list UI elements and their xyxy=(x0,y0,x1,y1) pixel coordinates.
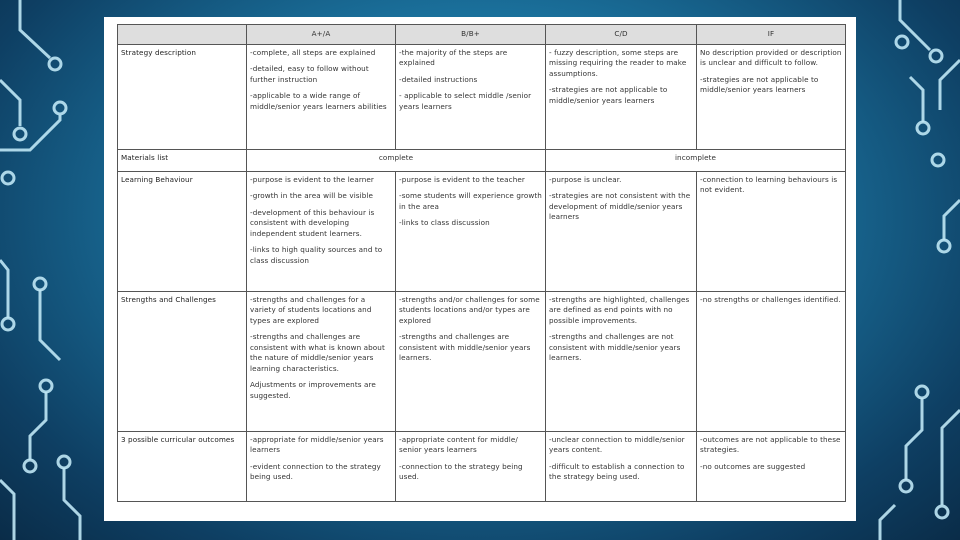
cell xyxy=(697,45,846,150)
cell-text: -strategies are not applicable to middle/senior years learners xyxy=(549,85,668,105)
cell-text: -appropriate for middle/senior years learners xyxy=(250,435,384,455)
table-row xyxy=(118,150,846,172)
cell xyxy=(247,45,396,150)
cell xyxy=(396,432,546,502)
cell xyxy=(247,292,396,432)
cell-text: -the majority of the steps are explained xyxy=(399,48,508,68)
cell-text: -purpose is evident to the learner xyxy=(250,175,374,184)
cell xyxy=(697,432,846,502)
cell xyxy=(396,172,546,292)
cell-text: -no outcomes are suggested xyxy=(700,461,806,471)
cell xyxy=(546,292,697,432)
cell-text: -applicable to a wide range of middle/senior years learners abilities xyxy=(250,91,387,111)
cell-text: -strengths and challenges are consistent with middle/senior years learners. xyxy=(399,332,531,363)
cell-text: -strengths are highlighted, challenges are defined as end points with no possible improvements. xyxy=(549,295,690,325)
cell xyxy=(396,45,546,150)
cell xyxy=(247,172,396,292)
cell xyxy=(546,432,697,502)
cell-text: -development of this behaviour is consistent with developing independent student learners. xyxy=(250,207,375,238)
cell-text: Adjustments or improvements are suggested. xyxy=(250,380,376,400)
cell-text: -outcomes are not applicable to these strategies. xyxy=(700,435,841,455)
cell-text: -some students will experience growth in the area xyxy=(399,191,542,211)
cell-text: -difficult to establish a connection to the strategy being used. xyxy=(549,461,685,482)
cell xyxy=(396,292,546,432)
cell-text: -strengths and challenges are not consistent with middle/senior years learners. xyxy=(549,332,681,363)
header-corner xyxy=(118,25,247,45)
criterion-curricular-outcomes: 3 possible curricular outcomes xyxy=(118,432,247,502)
cell-text: -detailed instructions xyxy=(399,74,478,84)
criterion-strategy-description: Strategy description xyxy=(118,45,247,150)
cell-text: -unclear connection to middle/senior years content. xyxy=(549,435,685,455)
criterion-learning-behaviour: Learning Behaviour xyxy=(118,172,247,292)
cell-text: -purpose is unclear. xyxy=(549,175,622,184)
table-row xyxy=(118,432,846,502)
cell-text: -links to class discussion xyxy=(399,218,490,228)
cell-text: - fuzzy description, some steps are missing requiring the reader to make assumptions. xyxy=(549,48,687,78)
cell-text: -strengths and challenges for a variety of students locations and types are explored xyxy=(250,295,372,325)
cell-text: -connection to the strategy being used. xyxy=(399,461,523,482)
cell-text: -strategies are not applicable to middle/senior years learners xyxy=(700,74,819,95)
header-row xyxy=(118,25,846,45)
cell xyxy=(546,172,697,292)
cell-text: -strengths and/or challenges for some students locations and/or types are explored xyxy=(399,295,540,325)
cell-text: -evident connection to the strategy being used. xyxy=(250,461,381,482)
header-a: A+/A xyxy=(247,25,396,45)
cell-text: -appropriate content for middle/ senior years learners xyxy=(399,435,518,455)
cell-text: No description provided or description is unclear and difficult to follow. xyxy=(700,48,842,68)
criterion-materials-list: Materials list xyxy=(118,150,247,172)
header-cd: C/D xyxy=(546,25,697,45)
cell-text: -connection to learning behaviours is not evident. xyxy=(700,175,838,195)
cell-text: -detailed, easy to follow without further instruction xyxy=(250,64,369,84)
header-b: B/B+ xyxy=(396,25,546,45)
cell-text: -purpose is evident to the teacher xyxy=(399,175,525,184)
cell xyxy=(697,292,846,432)
materials-complete: complete xyxy=(247,150,546,172)
rubric-table xyxy=(117,24,846,502)
cell xyxy=(546,45,697,150)
table-row xyxy=(118,45,846,150)
cell-text: -complete, all steps are explained xyxy=(250,48,376,57)
cell-text: -strategies are not consistent with the development of middle/senior years learners xyxy=(549,191,691,222)
materials-incomplete: incomplete xyxy=(546,150,846,172)
cell-text: -growth in the area will be visible xyxy=(250,191,374,201)
criterion-strengths-and-challenges: Strengths and Challenges xyxy=(118,292,247,432)
cell-text: -links to high quality sources and to class discussion xyxy=(250,245,383,265)
table-row xyxy=(118,172,846,292)
table-row xyxy=(118,292,846,432)
cell-text: -strengths and challenges are consistent with what is known about the nature of middle/senior years learning characteristics. xyxy=(250,332,385,373)
cell xyxy=(697,172,846,292)
slide-content xyxy=(104,17,856,521)
cell-text: - applicable to select middle /senior years learners xyxy=(399,91,532,111)
cell xyxy=(247,432,396,502)
header-if: IF xyxy=(697,25,846,45)
cell-text: -no strengths or challenges identified. xyxy=(700,295,841,304)
